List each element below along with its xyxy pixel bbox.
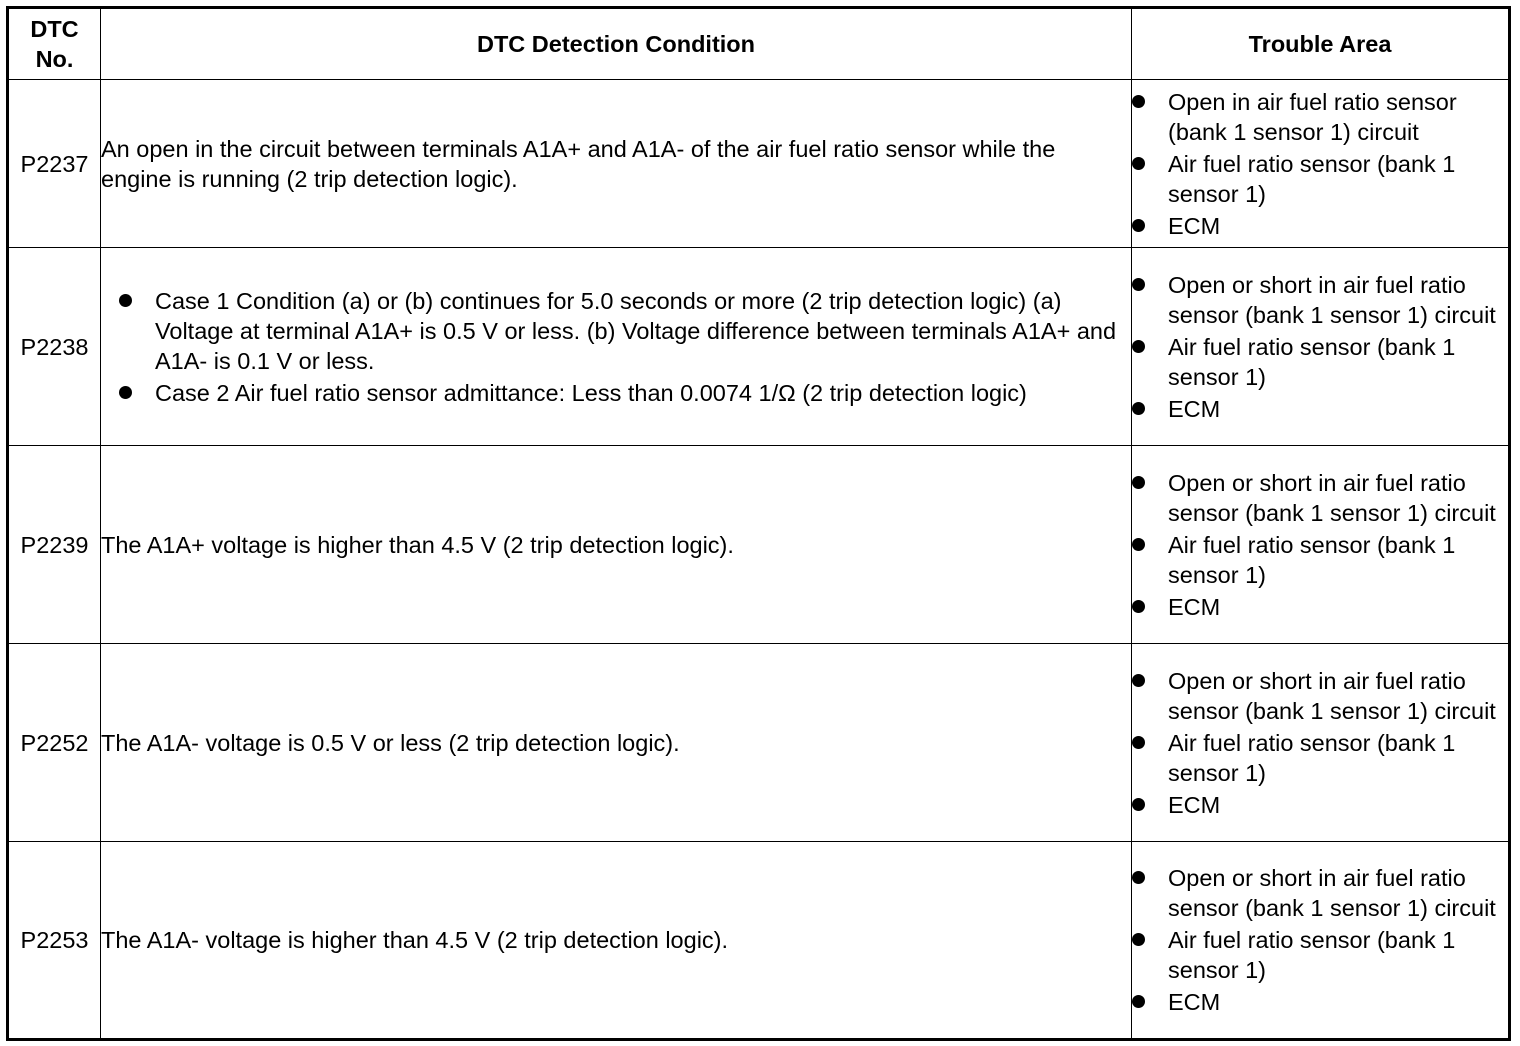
detection-condition: The A1A- voltage is 0.5 V or less (2 trip detection logic). [101,644,1132,842]
trouble-area-item: Open in air fuel ratio sensor (bank 1 sensor 1) circuit [1168,88,1457,145]
trouble-area [1132,248,1510,446]
trouble-area [1132,644,1510,842]
trouble-area-item: Air fuel ratio sensor (bank 1 sensor 1) [1168,729,1456,786]
trouble-area-item: ECM [1168,212,1221,239]
table-row [8,446,1510,644]
dtc-table [6,6,1511,1041]
list-item [1132,149,1508,209]
dtc-code: P2252 [8,644,101,842]
bullet-icon [1132,674,1145,687]
bullet-icon [119,294,132,307]
header-detection-condition: DTC Detection Condition [101,8,1132,80]
list-item [1132,987,1508,1017]
list-item [1132,925,1508,985]
dtc-code: P2253 [8,842,101,1040]
table-row [8,80,1510,248]
trouble-area-item: Air fuel ratio sensor (bank 1 sensor 1) [1168,927,1456,983]
bullet-icon [1132,538,1145,551]
bullet-icon [1132,95,1145,108]
trouble-area-item: Air fuel ratio sensor (bank 1 sensor 1) [1168,150,1456,207]
trouble-area-item: Air fuel ratio sensor (bank 1 sensor 1) [1168,333,1456,390]
bullet-icon [1132,600,1145,613]
trouble-area [1132,842,1510,1040]
trouble-area [1132,80,1510,248]
dtc-code: P2239 [8,446,101,644]
bullet-icon [1132,871,1145,884]
bullet-icon [1132,933,1145,946]
detection-condition: The A1A+ voltage is higher than 4.5 V (2 trip detection logic). [101,446,1132,644]
bullet-icon [1132,219,1145,232]
list-item [1132,728,1508,788]
list-item [1132,468,1508,528]
detection-condition: An open in the circuit between terminals A1A+ and A1A- of the air fuel ratio sensor while the engine is running (2 trip detection logic). [101,80,1132,248]
list-item [1132,666,1508,726]
list-item [1132,863,1508,923]
condition-item: Case 1 Condition (a) or (b) continues for 5.0 seconds or more (2 trip detection logic) (a) Voltage at terminal A1A+ is 0.5 V or less. (b) Voltage difference between terminals A1A+ and A1A- is 0.1 V or less. [155,287,1117,374]
list-item [1132,394,1508,424]
list-item [1132,270,1508,330]
bullet-icon [1132,340,1145,353]
bullet-icon [1132,476,1145,489]
bullet-icon [1132,736,1145,749]
detection-condition [101,248,1132,446]
bullet-icon [1132,278,1145,291]
header-trouble-area: Trouble Area [1132,8,1510,80]
table-row [8,842,1510,1040]
bullet-icon [1132,157,1145,170]
dtc-code: P2238 [8,248,101,446]
trouble-area-item: Open or short in air fuel ratio sensor (bank 1 sensor 1) circuit [1168,469,1496,526]
bullet-icon [119,386,132,399]
bullet-icon [1132,798,1145,811]
trouble-area-item: ECM [1168,989,1221,1015]
table-row [8,644,1510,842]
trouble-area-item: Open or short in air fuel ratio sensor (bank 1 sensor 1) circuit [1168,271,1496,328]
trouble-area-item: ECM [1168,791,1221,818]
trouble-area-item: ECM [1168,395,1221,422]
list-item [1132,592,1508,622]
trouble-area-item: Open or short in air fuel ratio sensor (bank 1 sensor 1) circuit [1168,667,1496,724]
dtc-code: P2237 [8,80,101,248]
header-dtc-no: DTC No. [8,8,101,80]
list-item [1132,530,1508,590]
table-row [8,248,1510,446]
trouble-area-item: Open or short in air fuel ratio sensor (bank 1 sensor 1) circuit [1168,865,1496,921]
trouble-area-item: Air fuel ratio sensor (bank 1 sensor 1) [1168,531,1456,588]
list-item [1132,790,1508,820]
list-item [1132,87,1508,147]
header-row [8,8,1510,80]
list-item [1132,211,1508,241]
detection-condition: The A1A- voltage is higher than 4.5 V (2 trip detection logic). [101,842,1132,1040]
list-item [119,286,1131,376]
bullet-icon [1132,995,1145,1008]
list-item [1132,332,1508,392]
list-item [119,378,1131,408]
condition-item: Case 2 Air fuel ratio sensor admittance: Less than 0.0074 1/Ω (2 trip detection logic) [155,379,1027,406]
trouble-area-item: ECM [1168,593,1221,620]
trouble-area [1132,446,1510,644]
bullet-icon [1132,402,1145,415]
